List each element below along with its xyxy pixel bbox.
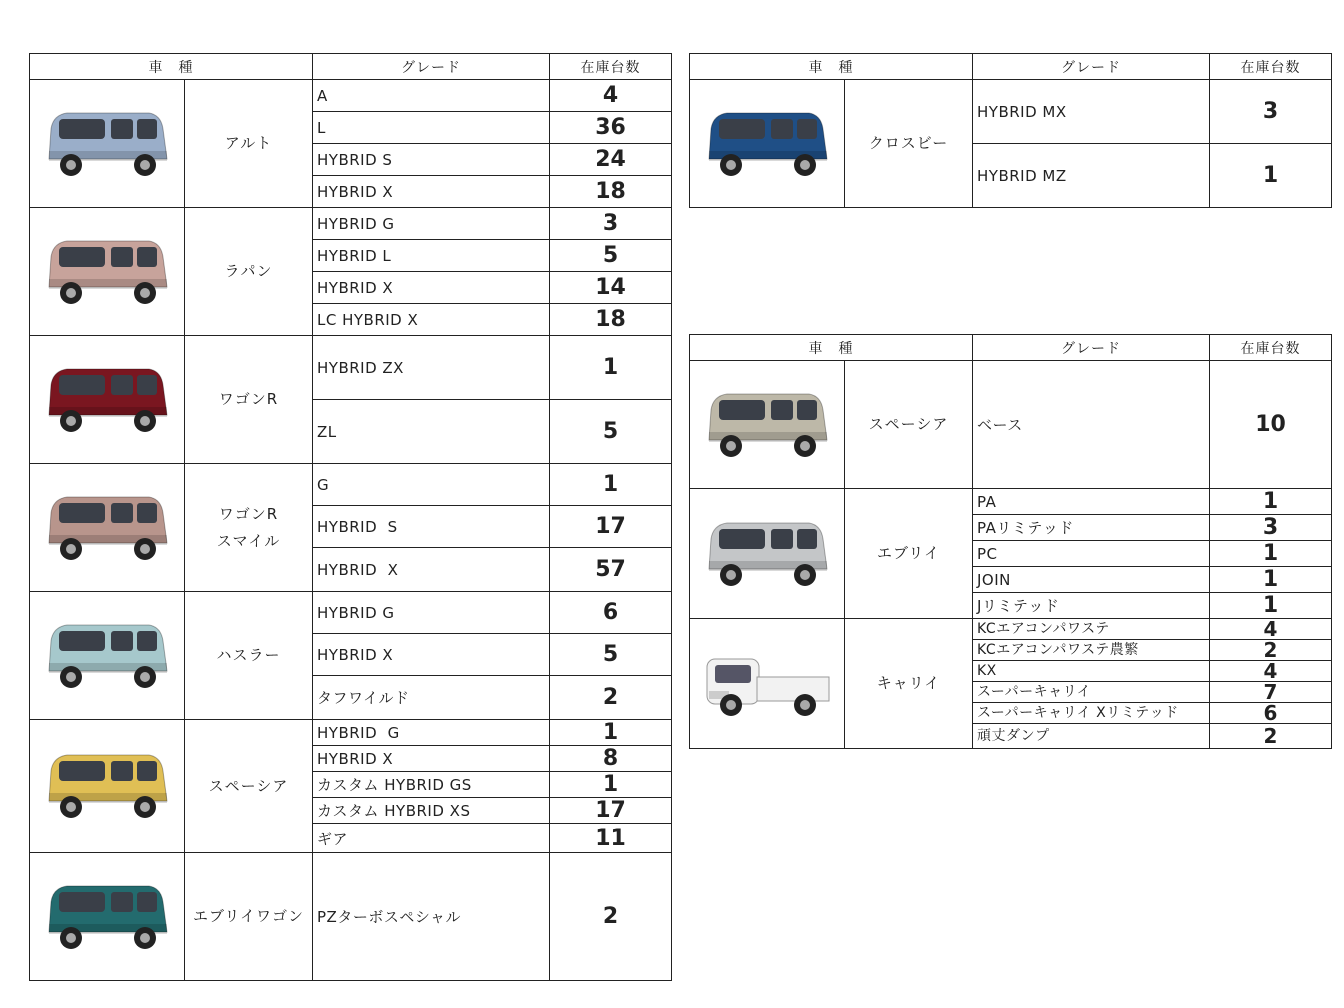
stock-count: 1 [550,772,672,798]
stock-count: 18 [550,304,672,336]
grade-name: L [313,112,550,144]
car-image-cell [690,619,845,749]
grade-name: KCエアコンパワステ農繁 [973,640,1210,661]
grade-name: PC [973,541,1210,567]
grade-name: KX [973,661,1210,682]
car-image-cell [30,336,185,464]
grade-name: HYBRID S [313,506,550,548]
grade-name: HYBRID X [313,746,550,772]
table-row [30,853,672,981]
grade-name: HYBRID X [313,272,550,304]
stock-count: 24 [550,144,672,176]
grade-name: HYBRID L [313,240,550,272]
model-name: アルト [185,80,313,208]
stock-count: 11 [550,824,672,853]
stock-count: 5 [550,400,672,464]
header-stock: 在庫台数 [1210,54,1332,80]
stock-count: 1 [1210,567,1332,593]
table-row [690,619,1332,640]
model-name: ラパン [185,208,313,336]
model-name: エブリイ [845,489,973,619]
car-image-cell [30,853,185,981]
table-row [30,464,672,506]
stock-count: 3 [550,208,672,240]
grade-name: HYBRID MX [973,80,1210,144]
stock-count: 2 [1210,724,1332,749]
car-photo [697,99,837,189]
inventory-table-left [29,53,672,981]
grade-name: HYBRID MZ [973,144,1210,208]
model-name: ワゴンR [185,336,313,464]
stock-count: 1 [550,464,672,506]
car-image-cell [30,592,185,720]
car-image-cell [30,208,185,336]
stock-count: 2 [1210,640,1332,661]
model-name: スペーシア [845,361,973,489]
stock-count: 1 [550,336,672,400]
table-row [30,208,672,240]
stock-count: 6 [550,592,672,634]
stock-count: 10 [1210,361,1332,489]
car-photo [37,355,177,445]
car-image-cell [690,80,845,208]
stock-count: 3 [1210,515,1332,541]
header-grade: グレード [973,54,1210,80]
grade-name: HYBRID G [313,208,550,240]
grade-name: カスタム HYBRID GS [313,772,550,798]
header-grade: グレード [313,54,550,80]
grade-name: LC HYBRID X [313,304,550,336]
car-photo [37,483,177,573]
table-row [30,336,672,400]
car-photo [697,509,837,599]
grade-name: 頑丈ダンプ [973,724,1210,749]
header-model: 車 種 [30,54,313,80]
stock-count: 2 [550,853,672,981]
grade-name: A [313,80,550,112]
grade-name: HYBRID X [313,634,550,676]
grade-name: HYBRID S [313,144,550,176]
stock-count: 6 [1210,703,1332,724]
table-row [30,80,672,112]
stock-count: 17 [550,506,672,548]
car-photo [37,741,177,831]
model-name: スペーシア [185,720,313,853]
grade-name: Jリミテッド [973,593,1210,619]
grade-name: ベース [973,361,1210,489]
table-row [30,592,672,634]
stock-count: 17 [550,798,672,824]
stock-count: 1 [550,720,672,746]
table-row [690,80,1332,144]
grade-name: HYBRID X [313,176,550,208]
car-photo [37,611,177,701]
stock-count: 5 [550,634,672,676]
stock-count: 1 [1210,541,1332,567]
car-photo [37,872,177,962]
stock-count: 1 [1210,593,1332,619]
car-image-cell [690,361,845,489]
model-name: クロスビー [845,80,973,208]
stock-count: 8 [550,746,672,772]
stock-count: 57 [550,548,672,592]
grade-name: カスタム HYBRID XS [313,798,550,824]
stock-count: 4 [550,80,672,112]
car-image-cell [690,489,845,619]
header-grade: グレード [973,335,1210,361]
grade-name: スーパーキャリイ Xリミテッド [973,703,1210,724]
stock-count: 5 [550,240,672,272]
stock-count: 1 [1210,489,1332,515]
table-row [690,489,1332,515]
grade-name: HYBRID G [313,592,550,634]
header-model: 車 種 [690,54,973,80]
table-row [30,720,672,746]
grade-name: KCエアコンパワステ [973,619,1210,640]
stock-count: 7 [1210,682,1332,703]
car-photo [37,227,177,317]
grade-name: スーパーキャリイ [973,682,1210,703]
grade-name: ギア [313,824,550,853]
stock-count: 4 [1210,661,1332,682]
car-image-cell [30,80,185,208]
grade-name: PAリミテッド [973,515,1210,541]
car-photo [697,380,837,470]
header-stock: 在庫台数 [1210,335,1332,361]
grade-name: G [313,464,550,506]
stock-count: 1 [1210,144,1332,208]
grade-name: ZL [313,400,550,464]
stock-count: 4 [1210,619,1332,640]
car-image-cell [30,464,185,592]
header-model: 車 種 [690,335,973,361]
stock-count: 14 [550,272,672,304]
grade-name: PA [973,489,1210,515]
car-photo [697,639,837,729]
grade-name: HYBRID G [313,720,550,746]
car-image-cell [30,720,185,853]
grade-name: HYBRID ZX [313,336,550,400]
model-name: キャリイ [845,619,973,749]
stock-count: 2 [550,676,672,720]
model-name: ハスラー [185,592,313,720]
stock-count: 3 [1210,80,1332,144]
model-name: ワゴンR スマイル [185,464,313,592]
inventory-table-right-top [689,53,1332,208]
stock-count: 36 [550,112,672,144]
table-row [690,361,1332,489]
stock-count: 18 [550,176,672,208]
grade-name: タフワイルド [313,676,550,720]
model-name: エブリイワゴン [185,853,313,981]
car-photo [37,99,177,189]
grade-name: JOIN [973,567,1210,593]
grade-name: PZターボスペシャル [313,853,550,981]
header-stock: 在庫台数 [550,54,672,80]
inventory-table-right-bottom [689,334,1332,749]
grade-name: HYBRID X [313,548,550,592]
